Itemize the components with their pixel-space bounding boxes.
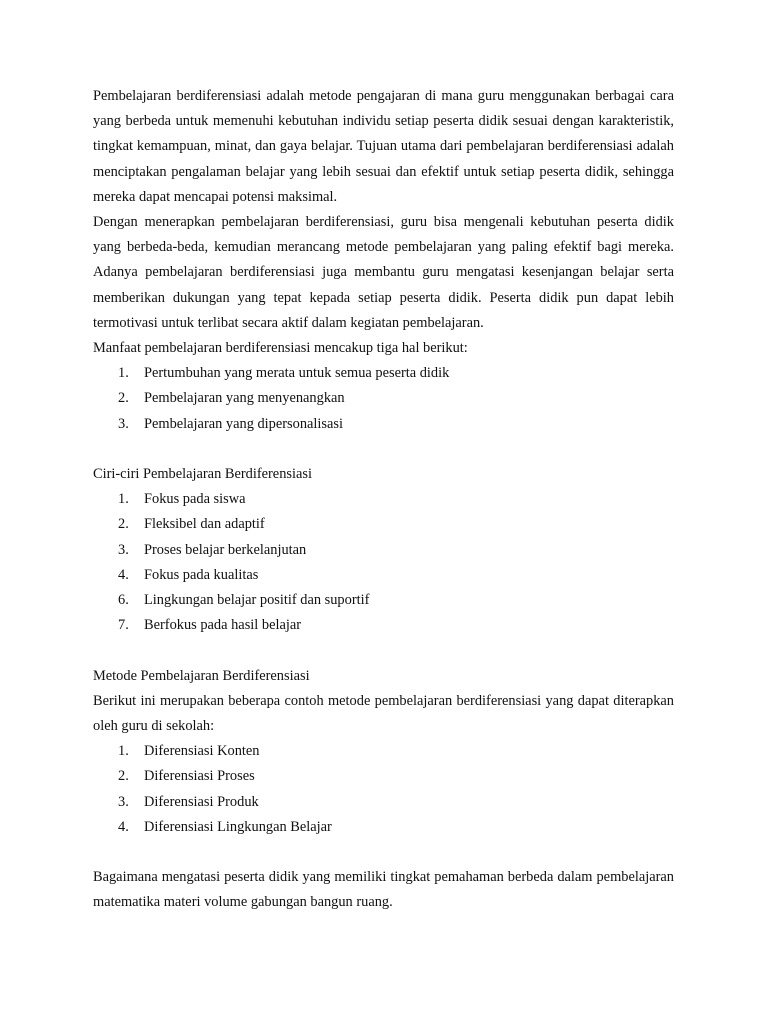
list-item	[93, 613, 674, 638]
list-item	[93, 361, 674, 386]
manfaat-list	[93, 361, 674, 437]
second-paragraph: Dengan menerapkan pembelajaran berdiferensiasi, guru bisa mengenali kebutuhan peserta didik yang berbeda-beda, kemudian merancang metode pembelajaran yang paling efektif bagi mereka. Adanya pembelajaran berdiferensiasi juga membantu guru mengatasi kesenjangan belajar serta memberikan dukungan yang tepat kepada setiap peserta didik. Peserta didik pun dapat lebih termotivasi untuk terlibat secara aktif dalam kegiatan pembelajaran.	[93, 214, 674, 331]
list-number: 1.	[118, 365, 129, 382]
list-number: 3.	[118, 541, 129, 558]
list-item	[93, 790, 674, 815]
list-number: 4.	[118, 818, 129, 835]
list-item	[93, 538, 674, 563]
list-number: 7.	[118, 617, 129, 634]
list-text: Fokus pada kualitas	[144, 566, 259, 583]
metode-list	[93, 739, 674, 840]
manfaat-intro: Manfaat pembelajaran berdiferensiasi mencakup tiga hal berikut:	[93, 340, 468, 357]
list-text: Diferensiasi Konten	[144, 743, 260, 760]
list-number: 1.	[118, 743, 129, 760]
list-number: 2.	[118, 516, 129, 533]
list-item	[93, 815, 674, 840]
list-text: Diferensiasi Lingkungan Belajar	[144, 818, 332, 835]
list-item	[93, 739, 674, 764]
ciri-list	[93, 487, 674, 638]
intro-paragraph: Pembelajaran berdiferensiasi adalah metode pengajaran di mana guru menggunakan berbagai cara yang berbeda untuk memenuhi kebutuhan individu setiap peserta didik sesuai dengan karakteristik, tingkat kemampuan, minat, dan gaya belajar. Tujuan utama dari pembelajaran berdiferensiasi adalah menciptakan pengalaman belajar yang lebih sesuai dan efektif untuk setiap peserta didik, sehingga mereka dapat mencapai potensi maksimal.	[93, 88, 674, 205]
list-number: 6.	[118, 592, 129, 609]
list-text: Berfokus pada hasil belajar	[144, 617, 302, 634]
list-number: 2.	[118, 390, 129, 407]
list-item	[93, 487, 674, 512]
list-text: Diferensiasi Proses	[144, 768, 255, 785]
list-text: Pembelajaran yang menyenangkan	[144, 390, 345, 407]
list-item	[93, 412, 674, 437]
list-text: Lingkungan belajar positif dan suportif	[144, 592, 370, 609]
list-item	[93, 512, 674, 537]
metode-heading: Metode Pembelajaran Berdiferensiasi	[93, 667, 310, 684]
blank-line	[93, 638, 674, 663]
list-number: 4.	[118, 566, 129, 583]
list-item	[93, 764, 674, 789]
list-text: Proses belajar berkelanjutan	[144, 541, 307, 558]
list-text: Fleksibel dan adaptif	[144, 516, 265, 533]
list-item	[93, 588, 674, 613]
blank-line	[93, 437, 674, 462]
list-number: 2.	[118, 768, 129, 785]
question-paragraph: Bagaimana mengatasi peserta didik yang memiliki tingkat pemahaman berbeda dalam pembelajaran matematika materi volume gabungan bangun ruang.	[93, 869, 674, 911]
list-number: 1.	[118, 491, 129, 508]
list-number: 3.	[118, 415, 129, 432]
list-item	[93, 563, 674, 588]
list-text: Pembelajaran yang dipersonalisasi	[144, 415, 344, 432]
metode-intro: Berikut ini merupakan beberapa contoh metode pembelajaran berdiferensiasi yang dapat diterapkan oleh guru di sekolah:	[93, 692, 674, 735]
blank-line	[93, 840, 674, 865]
document-page	[93, 84, 674, 916]
list-text: Fokus pada siswa	[144, 491, 246, 508]
list-text: Pertumbuhan yang merata untuk semua peserta didik	[144, 365, 450, 382]
list-item	[93, 386, 674, 411]
ciri-heading: Ciri-ciri Pembelajaran Berdiferensiasi	[93, 466, 312, 483]
list-number: 3.	[118, 793, 129, 810]
list-text: Diferensiasi Produk	[144, 793, 259, 810]
